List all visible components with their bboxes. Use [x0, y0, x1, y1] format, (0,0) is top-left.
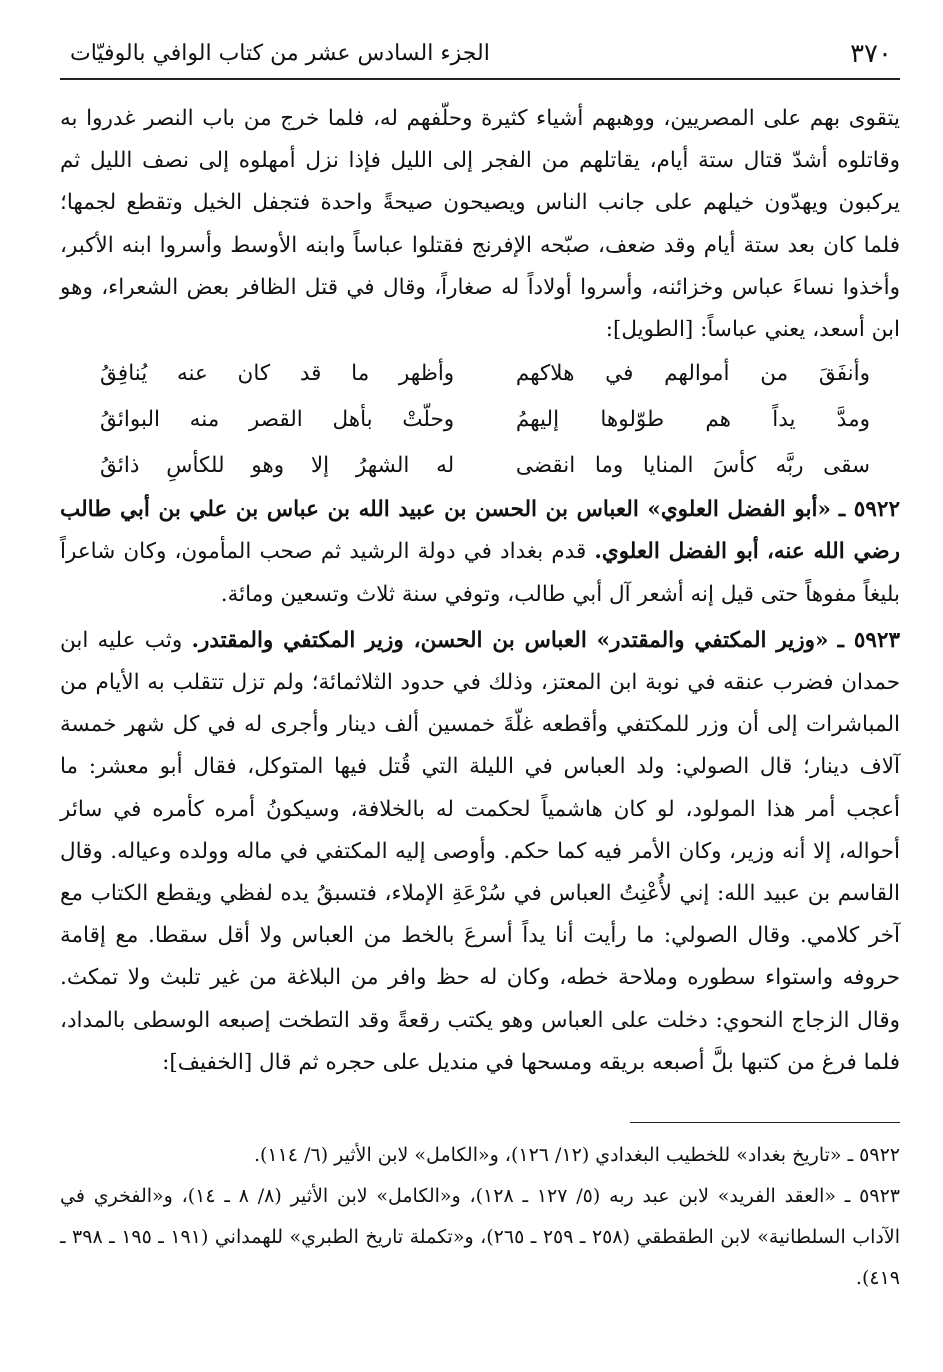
- verse-line: [100, 443, 870, 489]
- footnote-divider: [630, 1122, 900, 1123]
- verse-second-hemistich: وأظهر ما قد كان عنه يُنافِقُ: [100, 361, 455, 387]
- footnote: ٥٩٢٢ ـ «تاريخ بغداد» للخطيب البغدادي (١٢/ ١٢٦)، و«الكامل» لابن الأثير (٦/ ١١٤).: [253, 1144, 900, 1167]
- entry-number: ٥٩٢٢ ـ: [838, 497, 900, 523]
- verse-second-hemistich: له الشهرُ إلا وهو للكأسِ ذائقُ: [100, 453, 455, 479]
- running-title: الجزء السادس عشر من كتاب الوافي بالوفيّات: [70, 41, 490, 66]
- entry-number: ٥٩٢٣ ـ: [837, 627, 901, 653]
- main-text: [60, 98, 900, 1084]
- running-header: [60, 30, 900, 80]
- page-number: ٣٧٠: [850, 39, 892, 69]
- footnote: ٥٩٢٣ ـ «العقد الفريد» لابن عبد ربه (٥/ ١٢٧ ـ ١٢٨)، و«الكامل» لابن الأثير (٨/ ٨ ـ ١٤)، و«الفخري في الآداب السلطانية» لابن الطقطقي (٢٥٨ ـ ٢٥٩ ـ ٢٦٥)، و«تكملة تاريخ الطبري» للهمداني (١٩١ ـ ١٩٥ ـ ٣٩٨ ـ ٤١٩).: [60, 1185, 901, 1290]
- paragraph-continuation: يتقوى بهم على المصريين، ووهبهم أشياء كثيرة وحلّفهم له، فلما خرج من باب النصر غدروا به وقاتلوه أشدّ قتال ستة أيام، يقاتلهم من الفجر إلى الليل فإذا نزل أمهلوه إلى نصف الليل ثم يركبون ويهدّون خيلهم على جانب الناس ويصيحون صيحةً واحدة فتجفل الخيل وتقطع لجمها؛ فلما كان بعد ستة أيام وقد ضعف، صبّحه الإفرنج فقتلوا عباساً وابنه الأوسط وأسروا ابنه الأكبر، وأخذوا نساءَ عباس وخزائنه، وأسروا أولاداً له صغاراً، وقال في قتل الظافر بعض الشعراء، وهو ابن أسعد، يعني عباساً: [الطويل]:: [60, 106, 900, 343]
- entry-name: أبو الفضل العلوي.: [594, 539, 759, 565]
- entry-heading: «أبو الفضل العلوي» العباس بن الحسن بن عبيد الله بن عباس بن علي بن أبي طالب رضي الله عنه،: [60, 497, 901, 565]
- book-page: [60, 30, 900, 1350]
- poem-verses: [60, 351, 900, 489]
- verse-second-hemistich: وحلّتْ بأهل القصر منه البوائقُ: [100, 407, 455, 433]
- verse-first-hemistich: ومدَّ يداً هم طوّلوها إليهمُ: [515, 407, 870, 433]
- entry-text: قدم بغداد في دولة الرشيد ثم صحب المأمون، وكان شاعراً بليغاً مفوهاً حتى قيل إنه أشعر آل أبي طالب، وتوفي سنة ثلاث وتسعين ومائة.: [60, 539, 900, 607]
- verse-line: [100, 397, 870, 443]
- entry-5923: [60, 620, 900, 1084]
- verse-first-hemistich: وأنفَقَ من أموالهم في هلاكهم: [515, 361, 870, 387]
- footnotes: [60, 1135, 900, 1299]
- entry-5922: [60, 489, 900, 616]
- verse-first-hemistich: سقى ربَّه كأسَ المنايا وما انقضى: [515, 453, 870, 479]
- verse-line: [100, 351, 870, 397]
- entry-heading: «وزير المكتفي والمقتدر» العباس بن الحسن، وزير المكتفي والمقتدر.: [191, 627, 829, 653]
- entry-text: وثب عليه ابن حمدان فضرب عنقه في نوبة ابن المعتز، وذلك في حدود الثلاثمائة؛ ولم تزل تتقلب به الأيام من المباشرات إلى أن وزر للمكتفي وأقطعه غلّةَ خمسين ألف دينار وأجرى له في كل شهر خمسة آلاف دينار؛ قال الصولي: ولد العباس في الليلة التي قُتل فيها المتوكل، فقال أبو معشر: ما أعجب أمر هذا المولود، لو كان هاشمياً لحكمت له بالخلافة، وسيكونُ أمره كأمره في سائر أحواله، إلا أنه وزير، وكان الأمر فيه كما حكم. وأوصى إليه المكتفي في ماله وولده وعياله. وقال القاسم بن عبيد الله: إني لأُعْنِتُ العباس في سُرْعَةِ الإملاء، فتسبقُ يده لفظي ويقطع الكتاب مع آخر كلامي. وقال الصولي: ما رأيت أنا يداً أسرعَ بالخط من العباس ولا أقل سقطا. مع إقامة حروفه واستواء سطوره وملاحة خطه، وكان له حظ وافر من البلاغة من غير تلبث ولا تمكث. وقال الزجاج النحوي: دخلت على العباس وهو يكتب رقعةً وقد التطخت إصبعه الوسطى بالمداد، فلما فرغ من كتبها بلَّ أصبعه بريقه ومسحها في منديل على حجره ثم قال [الخفيف]:: [60, 627, 900, 1075]
